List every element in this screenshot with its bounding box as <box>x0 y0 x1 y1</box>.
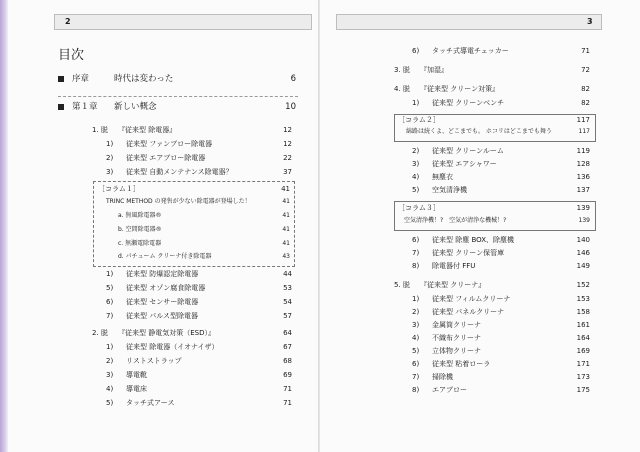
toc-entry <box>412 306 592 318</box>
entry-page: 136 <box>576 173 590 181</box>
entry-title: 金属筒クリーナ <box>432 321 481 329</box>
entry-title: 立体物クリーナ <box>432 347 481 355</box>
entry-number: 1) <box>106 140 114 148</box>
entry-title: 従来型 粘着ローラ <box>432 360 491 368</box>
entry-title: 不織布クリーナ <box>432 334 481 342</box>
entry-title: 従来型 エアブロー除電器 <box>126 154 206 162</box>
entry-number: 3) <box>412 321 420 329</box>
entry-number: 8) <box>412 262 420 270</box>
column-page: 41 <box>281 185 290 193</box>
entry-number: 2) <box>106 154 114 162</box>
entry-title: 従来型 オゾン腐食除電器 <box>126 284 206 292</box>
chapter-page: 10 <box>285 102 296 112</box>
entry-page: 57 <box>283 312 292 320</box>
entry-number: 5) <box>412 347 420 355</box>
entry-page: 149 <box>576 262 590 270</box>
square-bullet-icon <box>58 76 64 82</box>
toc-section <box>92 327 292 339</box>
column-title: ［コラム２］ <box>398 116 440 124</box>
column-title: ［コラム１］ <box>98 185 140 193</box>
column-line <box>406 126 590 138</box>
toc-entry <box>412 358 592 370</box>
toc-entry <box>412 171 592 183</box>
entry-title: 従来型 ファンブロー除電器 <box>126 140 213 148</box>
column-line-page: 41 <box>282 198 290 205</box>
entry-number: 3) <box>412 160 420 168</box>
toc-entry <box>412 384 592 396</box>
entry-title: 従来型 エアシャワー <box>432 160 497 168</box>
page-number: 3 <box>587 17 593 26</box>
section-title: 『従来型 静電気対策（ESD）』 <box>118 329 215 337</box>
column-line-text: 空気清浄機！? 空気が清浄な機械！? <box>404 217 507 224</box>
toc-entry <box>412 97 592 109</box>
column-line-text: b. 空間除電器® <box>118 226 162 233</box>
column-line-page: 43 <box>282 253 290 260</box>
column-title-row <box>98 183 290 195</box>
entry-page: 71 <box>581 47 590 55</box>
column-page: 139 <box>576 204 590 212</box>
entry-page: 82 <box>581 99 590 107</box>
column-line <box>118 251 290 263</box>
entry-number: 2) <box>412 147 420 155</box>
chapter-row <box>58 101 308 113</box>
column-line-text: c. 無瀬電除電器 <box>118 240 162 247</box>
toc-entry <box>106 310 292 322</box>
toc-entry <box>412 145 592 157</box>
toc-entry <box>412 371 592 383</box>
column-line-text: 綿路は続くよ、どこまでも。 ホコリはどこまでも舞う <box>406 128 552 135</box>
toc-entry <box>106 355 292 367</box>
entry-number: 7) <box>106 312 114 320</box>
entry-number: 1) <box>412 99 420 107</box>
entry-title: 従来型 フィルムクリーナ <box>432 295 511 303</box>
toc-entry <box>106 397 292 409</box>
entry-title: 導電靴 <box>126 371 147 379</box>
entry-number: 6) <box>412 47 420 55</box>
section-number: 3. 脱 <box>394 66 410 74</box>
entry-page: 67 <box>283 343 292 351</box>
entry-number: 4) <box>412 173 420 181</box>
entry-number: 5) <box>412 186 420 194</box>
column-line-text: TRINC METHOD の発售が少ない除電器が登場した！ <box>106 198 251 205</box>
toc-section <box>92 124 292 136</box>
section-number: 5. 脱 <box>394 281 410 289</box>
toc-entry <box>412 345 592 357</box>
entry-page: 173 <box>576 373 590 381</box>
entry-page: 44 <box>283 270 292 278</box>
entry-number: 4) <box>412 334 420 342</box>
entry-page: 161 <box>576 321 590 329</box>
section-title: 『従来型 除電器』 <box>118 126 177 134</box>
section-number: 4. 脱 <box>394 85 410 93</box>
entry-title: タッチ式アース <box>126 399 175 407</box>
entry-number: 7) <box>412 373 420 381</box>
column-line <box>118 224 290 236</box>
entry-number: 6) <box>412 360 420 368</box>
entry-page: 169 <box>576 347 590 355</box>
toc-section <box>394 279 592 291</box>
entry-title: 従来型 センサー除電器 <box>126 298 199 306</box>
entry-number: 2) <box>106 357 114 365</box>
column-page: 117 <box>576 116 590 124</box>
toc-entry <box>412 247 592 259</box>
page-edge-strip <box>0 0 8 452</box>
entry-page: 71 <box>283 399 292 407</box>
entry-page: 71 <box>283 385 292 393</box>
entry-title: 従来型 除電器（イオナイザ） <box>126 343 219 351</box>
entry-number: 5) <box>106 399 114 407</box>
column-line <box>404 215 590 227</box>
entry-number: 6) <box>412 236 420 244</box>
page-title: 目次 <box>58 48 85 63</box>
column-line-page: 117 <box>578 128 590 135</box>
entry-page: 153 <box>576 295 590 303</box>
entry-page: 158 <box>576 308 590 316</box>
toc-entry <box>412 184 592 196</box>
toc-entry <box>412 45 592 57</box>
entry-title: 従来型 自動メンテナンス除電器？ <box>126 168 233 176</box>
entry-title: 従来型 クリーンルーム <box>432 147 504 155</box>
entry-page: 128 <box>576 160 590 168</box>
column-line-page: 139 <box>578 217 590 224</box>
section-page: 64 <box>283 329 292 337</box>
entry-number: 6) <box>106 298 114 306</box>
section-title: 『従来型 クリーナ』 <box>420 281 486 289</box>
column-line <box>118 238 290 250</box>
column-line <box>118 210 290 222</box>
toc-entry <box>106 341 292 353</box>
entry-title: タッチ式導電チェッカー <box>432 47 509 55</box>
entry-number: 5) <box>106 284 114 292</box>
entry-page: 171 <box>576 360 590 368</box>
column-line-text: a. 無風除電器® <box>118 212 162 219</box>
entry-number: 1) <box>106 270 114 278</box>
entry-title: 従来型 パネルクリーナ <box>432 308 505 316</box>
entry-page: 175 <box>576 386 590 394</box>
toc-section <box>394 83 592 95</box>
column-title: ［コラム３］ <box>398 204 440 212</box>
toc-entry <box>412 332 592 344</box>
page-header-bar <box>336 14 602 30</box>
entry-number: 3) <box>106 371 114 379</box>
column-line-text: d. パチューム クリーナ付き除電器 <box>118 253 212 260</box>
chapter-row <box>58 73 308 85</box>
entry-page: 69 <box>283 371 292 379</box>
divider <box>58 96 298 97</box>
entry-page: 137 <box>576 186 590 194</box>
entry-page: 164 <box>576 334 590 342</box>
entry-page: 22 <box>283 154 292 162</box>
entry-title: 無塵衣 <box>432 173 453 181</box>
toc-entry <box>106 138 292 150</box>
square-bullet-icon <box>58 104 64 110</box>
section-page: 82 <box>581 85 590 93</box>
toc-entry <box>412 293 592 305</box>
entry-title: 従来型 クリーン保管庫 <box>432 249 505 257</box>
toc-entry <box>412 319 592 331</box>
toc-entry <box>106 268 292 280</box>
toc-entry <box>106 369 292 381</box>
entry-number: 1) <box>106 343 114 351</box>
entry-page: 140 <box>576 236 590 244</box>
column-line-page: 41 <box>282 212 290 219</box>
section-page: 12 <box>283 126 292 134</box>
section-title: 『加湿』 <box>420 66 448 74</box>
chapter-mark: 序章 <box>72 74 90 84</box>
entry-title: 導電床 <box>126 385 147 393</box>
chapter-title: 新しい概念 <box>114 102 157 112</box>
page-number: 2 <box>65 17 71 26</box>
entry-page: 12 <box>283 140 292 148</box>
toc-entry <box>106 383 292 395</box>
toc-entry <box>106 152 292 164</box>
section-title: 『従来型 クリーン対策』 <box>420 85 500 93</box>
chapter-title: 時代は変わった <box>114 74 174 84</box>
entry-title: 従来型 防爆認定除電器 <box>126 270 199 278</box>
entry-title: 従来型 クリーンベンチ <box>432 99 505 107</box>
toc-entry <box>412 260 592 272</box>
toc-entry <box>106 166 292 178</box>
section-page: 152 <box>576 281 590 289</box>
section-number: 2. 脱 <box>92 329 108 337</box>
entry-number: 1) <box>412 295 420 303</box>
right-page <box>320 0 640 452</box>
entry-title: 掃除機 <box>432 373 453 381</box>
column-title-row <box>398 202 590 214</box>
entry-number: 3) <box>106 168 114 176</box>
entry-number: 7) <box>412 249 420 257</box>
entry-title: 除電器付 FFU <box>432 262 476 270</box>
section-number: 1. 脱 <box>92 126 108 134</box>
entry-page: 53 <box>283 284 292 292</box>
column-line <box>106 196 290 208</box>
chapter-mark: 第１章 <box>72 102 98 112</box>
chapter-page: 6 <box>290 74 296 84</box>
toc-entry <box>412 158 592 170</box>
entry-number: 2) <box>412 308 420 316</box>
entry-title: 従来型 除塵 BOX、除塵機 <box>432 236 514 244</box>
entry-number: 4) <box>106 385 114 393</box>
entry-page: 146 <box>576 249 590 257</box>
column-line-page: 41 <box>282 240 290 247</box>
entry-page: 119 <box>576 147 590 155</box>
page-header-bar <box>54 14 312 30</box>
entry-number: 8) <box>412 386 420 394</box>
entry-page: 37 <box>283 168 292 176</box>
column-title-row <box>398 114 590 126</box>
entry-title: エアブロー <box>432 386 467 394</box>
entry-title: リストストラップ <box>126 357 182 365</box>
toc-entry <box>412 234 592 246</box>
toc-entry <box>106 296 292 308</box>
toc-entry <box>106 282 292 294</box>
entry-page: 68 <box>283 357 292 365</box>
entry-title: 従来型 パルス型除電器 <box>126 312 199 320</box>
section-page: 72 <box>581 66 590 74</box>
column-line-page: 41 <box>282 226 290 233</box>
entry-title: 空気清浄機 <box>432 186 467 194</box>
toc-section <box>394 64 592 76</box>
entry-page: 54 <box>283 298 292 306</box>
